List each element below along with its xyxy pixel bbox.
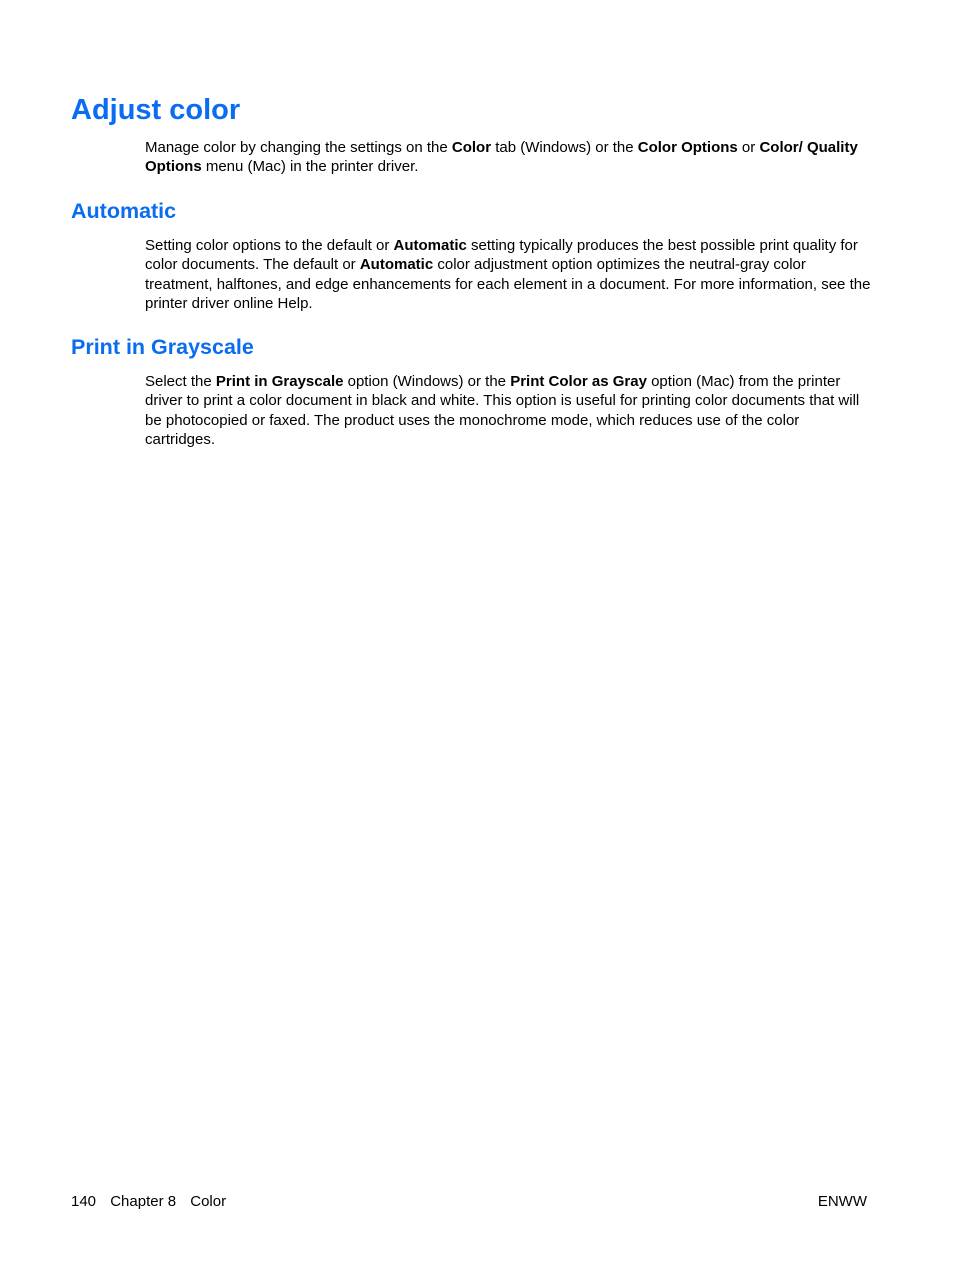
intro-paragraph: Manage color by changing the settings on the Color tab (Windows) or the Color Options or Color/ Quality Options menu (Mac) in the printer driver.	[145, 139, 858, 176]
section-heading-print-in-grayscale: Print in Grayscale	[71, 335, 254, 359]
footer-chapter: Chapter 8	[110, 1193, 177, 1210]
bold-term: Print Color as Gray	[510, 373, 647, 390]
bold-term: Automatic	[359, 256, 434, 274]
bold-term: Color	[451, 139, 492, 156]
page-number: 140	[71, 1193, 97, 1210]
bold-term: Color/ Quality Options	[145, 139, 858, 176]
bold-term: Color Options	[637, 139, 738, 156]
bold-term: Automatic	[393, 237, 467, 254]
footer-left	[71, 1192, 236, 1212]
bold-term: Print in Grayscale	[215, 373, 344, 390]
footer-right: ENWW	[817, 1193, 867, 1210]
page-title: Adjust color	[71, 94, 241, 126]
footer-chapter-title: Color	[190, 1193, 227, 1210]
grayscale-paragraph: Select the Print in Grayscale option (Windows) or the Print Color as Gray option (Mac) from the printer driver to print a color document in black and white. This option is useful for printing color documents that will be photocopied or faxed. The product uses the monochrome mode, which reduces use of the color cartridges.	[145, 373, 860, 448]
automatic-paragraph: Setting color options to the default or Automatic setting typically produces the best possible print quality for color documents. The default or Automatic color adjustment option optimizes the neutral-gray color treatment, halftones, and edge enhancements for each element in a document. For more information, see the printer driver online Help.	[145, 237, 871, 312]
section-heading-automatic: Automatic	[71, 199, 177, 223]
